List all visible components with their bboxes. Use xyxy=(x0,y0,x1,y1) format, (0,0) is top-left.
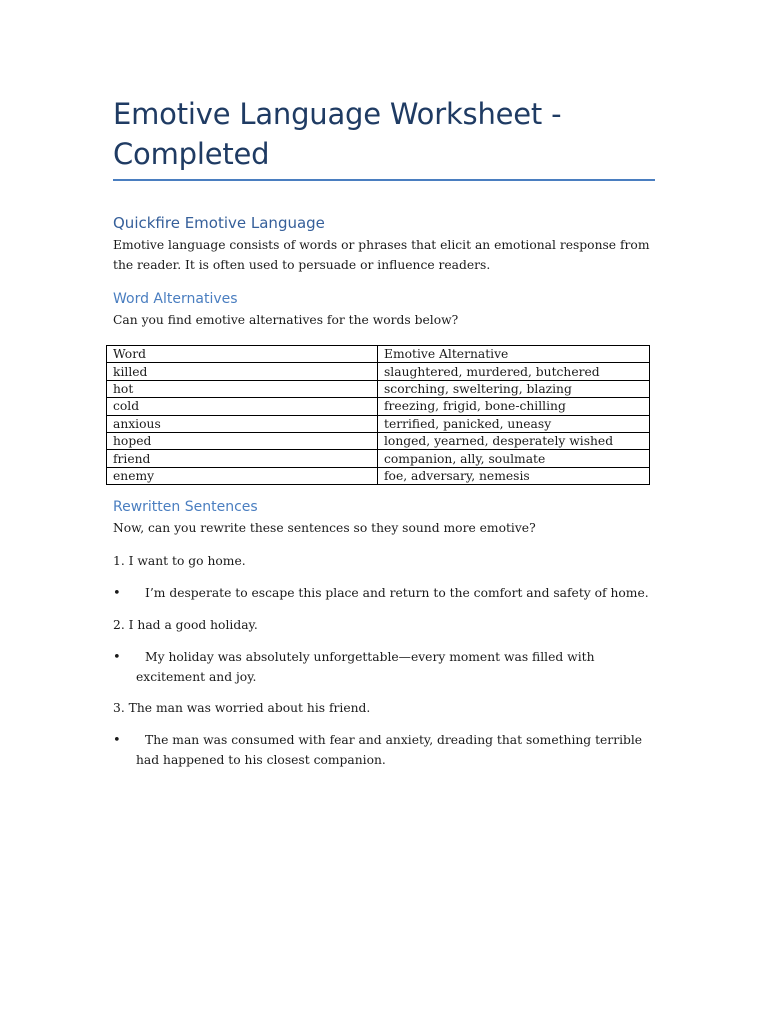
rewrite-bullet-3 xyxy=(113,731,653,770)
table-cell-alternative: scorching, sweltering, blazing xyxy=(378,380,650,397)
bullet-icon: • xyxy=(113,733,121,748)
table-row xyxy=(107,398,650,415)
original-sentence-1: 1. I want to go home. xyxy=(113,554,246,568)
table-cell-word: anxious xyxy=(107,415,378,432)
intro-paragraph: Emotive language consists of words or phrases that elicit an emotional response from the reader. It is often used to persuade or influence readers. xyxy=(113,238,650,272)
table-header-row xyxy=(107,346,650,363)
table-row xyxy=(107,363,650,380)
rewrite-sentence-3: The man was consumed with fear and anxiety, dreading that something terrible had happened to his closest companion. xyxy=(136,733,643,767)
rewrite-bullet-2 xyxy=(113,648,653,687)
table-cell-alternative: longed, yearned, desperately wished xyxy=(378,432,650,449)
bullet-icon: • xyxy=(113,586,121,601)
table-cell-word: enemy xyxy=(107,467,378,484)
table-cell-word: hoped xyxy=(107,432,378,449)
word-alternatives-heading: Word Alternatives xyxy=(113,291,238,307)
table-row xyxy=(107,380,650,397)
table-header-alternative: Emotive Alternative xyxy=(378,346,650,363)
table-row xyxy=(107,415,650,432)
word-alternatives-prompt: Can you find emotive alternatives for the words below? xyxy=(113,313,459,327)
title-underline xyxy=(113,179,655,181)
rewritten-sentences-heading: Rewritten Sentences xyxy=(113,499,258,515)
rewrite-bullet-1 xyxy=(113,584,653,604)
word-alternatives-table xyxy=(106,345,650,485)
table-header-word: Word xyxy=(107,346,378,363)
table-cell-word: hot xyxy=(107,380,378,397)
table-cell-alternative: terrified, panicked, uneasy xyxy=(378,415,650,432)
bullet-icon: • xyxy=(113,650,121,665)
section-heading: Quickfire Emotive Language xyxy=(113,214,325,232)
table-cell-word: friend xyxy=(107,450,378,467)
table-row xyxy=(107,432,650,449)
table-cell-word: killed xyxy=(107,363,378,380)
table-cell-alternative: companion, ally, soulmate xyxy=(378,450,650,467)
original-sentence-3: 3. The man was worried about his friend. xyxy=(113,701,371,715)
table-cell-alternative: slaughtered, murdered, butchered xyxy=(378,363,650,380)
original-sentence-2: 2. I had a good holiday. xyxy=(113,618,258,632)
rewrite-sentence-2: My holiday was absolutely unforgettable—every moment was filled with excitement and joy. xyxy=(136,650,595,684)
rewritten-sentences-prompt: Now, can you rewrite these sentences so they sound more emotive? xyxy=(113,521,536,535)
document-title: Emotive Language Worksheet - Completed xyxy=(113,97,562,171)
table-cell-word: cold xyxy=(107,398,378,415)
table-cell-alternative: freezing, frigid, bone-chilling xyxy=(378,398,650,415)
rewrite-sentence-1: I’m desperate to escape this place and return to the comfort and safety of home. xyxy=(145,586,649,600)
table-row xyxy=(107,467,650,484)
table-row xyxy=(107,450,650,467)
table-cell-alternative: foe, adversary, nemesis xyxy=(378,467,650,484)
